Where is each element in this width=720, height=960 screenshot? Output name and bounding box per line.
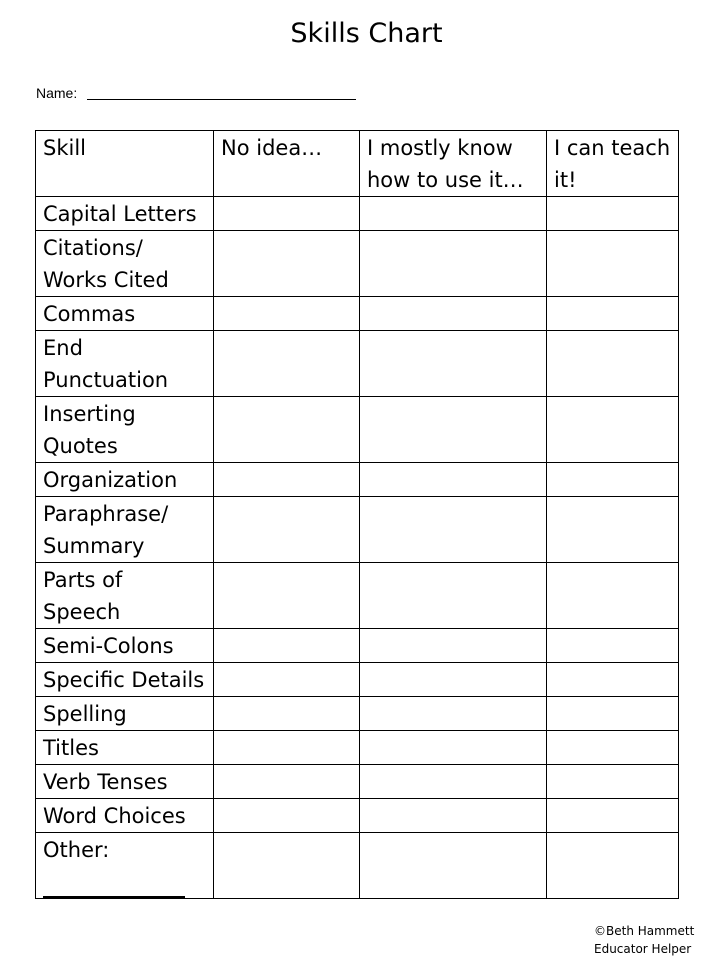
skill-label: Paraphrase/ <box>43 502 169 526</box>
table-row-commas <box>36 297 679 331</box>
skill-cell <box>36 765 214 799</box>
skill-cell <box>36 297 214 331</box>
rating-cell-mostly-know[interactable] <box>360 663 547 697</box>
skill-cell <box>36 563 214 629</box>
rating-cell-can-teach[interactable] <box>547 731 679 765</box>
header-mostly-know: I mostly know how to use it… <box>360 131 547 197</box>
skill-cell <box>36 663 214 697</box>
skill-label: Inserting <box>43 402 136 426</box>
rating-cell-no-idea[interactable] <box>214 833 360 899</box>
rating-cell-can-teach[interactable] <box>547 397 679 463</box>
skill-label: Speech <box>43 600 121 624</box>
header-can-teach: I can teach it! <box>547 131 679 197</box>
table-row-spelling <box>36 697 679 731</box>
rating-cell-can-teach[interactable] <box>547 331 679 397</box>
table-row-capital-letters <box>36 197 679 231</box>
rating-cell-can-teach[interactable] <box>547 197 679 231</box>
header-row <box>36 131 679 197</box>
skill-label: Word Choices <box>43 804 186 828</box>
rating-cell-mostly-know[interactable] <box>360 397 547 463</box>
skill-label: Summary <box>43 534 145 558</box>
table-row-word-choices <box>36 799 679 833</box>
rating-cell-mostly-know[interactable] <box>360 629 547 663</box>
skill-cell <box>36 799 214 833</box>
rating-cell-no-idea[interactable] <box>214 731 360 765</box>
rating-cell-can-teach[interactable] <box>547 629 679 663</box>
skill-label: Quotes <box>43 434 118 458</box>
table-row-citations-works-cited <box>36 231 679 297</box>
rating-cell-no-idea[interactable] <box>214 765 360 799</box>
rating-cell-no-idea[interactable] <box>214 663 360 697</box>
rating-cell-can-teach[interactable] <box>547 231 679 297</box>
rating-cell-can-teach[interactable] <box>547 799 679 833</box>
rating-cell-can-teach[interactable] <box>547 563 679 629</box>
skill-cell-other <box>36 833 214 899</box>
copyright-line-1: ©Beth Hammett <box>594 924 695 938</box>
table-row-paraphrase-summary <box>36 497 679 563</box>
skill-cell <box>36 331 214 397</box>
skill-cell <box>36 629 214 663</box>
skill-label: Specific Details <box>43 668 205 692</box>
table-row-inserting-quotes <box>36 397 679 463</box>
rating-cell-mostly-know[interactable] <box>360 731 547 765</box>
rating-cell-can-teach[interactable] <box>547 697 679 731</box>
rating-cell-can-teach[interactable] <box>547 663 679 697</box>
table-row-other <box>36 833 679 899</box>
rating-cell-can-teach[interactable] <box>547 463 679 497</box>
skill-label: Verb Tenses <box>43 770 168 794</box>
other-write-in-line[interactable] <box>43 874 185 898</box>
rating-cell-mostly-know[interactable] <box>360 463 547 497</box>
rating-cell-no-idea[interactable] <box>214 697 360 731</box>
rating-cell-no-idea[interactable] <box>214 331 360 397</box>
skill-label: Commas <box>43 302 136 326</box>
rating-cell-mostly-know[interactable] <box>360 331 547 397</box>
rating-cell-no-idea[interactable] <box>214 231 360 297</box>
skill-label: Spelling <box>43 702 127 726</box>
table-row-end-punctuation <box>36 331 679 397</box>
rating-cell-mostly-know[interactable] <box>360 197 547 231</box>
skill-label: End <box>43 336 83 360</box>
rating-cell-mostly-know[interactable] <box>360 765 547 799</box>
other-label: Other: <box>43 838 110 862</box>
rating-cell-mostly-know[interactable] <box>360 799 547 833</box>
rating-cell-no-idea[interactable] <box>214 297 360 331</box>
skill-label: Semi-Colons <box>43 634 174 658</box>
rating-cell-mostly-know[interactable] <box>360 697 547 731</box>
rating-cell-can-teach[interactable] <box>547 297 679 331</box>
rating-cell-mostly-know[interactable] <box>360 497 547 563</box>
skills-table <box>35 130 679 899</box>
name-field-line[interactable] <box>87 99 356 100</box>
skill-cell <box>36 397 214 463</box>
skill-cell <box>36 697 214 731</box>
rating-cell-no-idea[interactable] <box>214 629 360 663</box>
table-row-parts-of-speech <box>36 563 679 629</box>
skill-label: Parts of <box>43 568 123 592</box>
rating-cell-mostly-know[interactable] <box>360 833 547 899</box>
skill-cell <box>36 497 214 563</box>
copyright-line-2: Educator Helper <box>594 942 692 956</box>
skill-cell <box>36 197 214 231</box>
rating-cell-can-teach[interactable] <box>547 497 679 563</box>
table-row-specific-details <box>36 663 679 697</box>
table-row-verb-tenses <box>36 765 679 799</box>
rating-cell-can-teach[interactable] <box>547 765 679 799</box>
skill-label: Organization <box>43 468 178 492</box>
rating-cell-mostly-know[interactable] <box>360 297 547 331</box>
header-skill: Skill <box>36 131 214 197</box>
skill-label: Titles <box>43 736 99 760</box>
skill-cell <box>36 463 214 497</box>
rating-cell-no-idea[interactable] <box>214 463 360 497</box>
skill-cell <box>36 731 214 765</box>
rating-cell-no-idea[interactable] <box>214 563 360 629</box>
skill-label: Citations/ <box>43 236 143 260</box>
rating-cell-no-idea[interactable] <box>214 497 360 563</box>
table-row-titles <box>36 731 679 765</box>
rating-cell-no-idea[interactable] <box>214 397 360 463</box>
rating-cell-can-teach[interactable] <box>547 833 679 899</box>
rating-cell-no-idea[interactable] <box>214 197 360 231</box>
skill-label: Works Cited <box>43 268 169 292</box>
header-no-idea: No idea… <box>214 131 360 197</box>
skill-cell <box>36 231 214 297</box>
rating-cell-mostly-know[interactable] <box>360 563 547 629</box>
skill-label: Capital Letters <box>43 202 197 226</box>
name-label: Name: <box>36 85 78 101</box>
skill-label: Punctuation <box>43 368 169 392</box>
table-row-semi-colons <box>36 629 679 663</box>
copyright-notice <box>594 922 694 958</box>
page-title: Skills Chart <box>290 18 443 49</box>
rating-cell-mostly-know[interactable] <box>360 231 547 297</box>
rating-cell-no-idea[interactable] <box>214 799 360 833</box>
table-row-organization <box>36 463 679 497</box>
